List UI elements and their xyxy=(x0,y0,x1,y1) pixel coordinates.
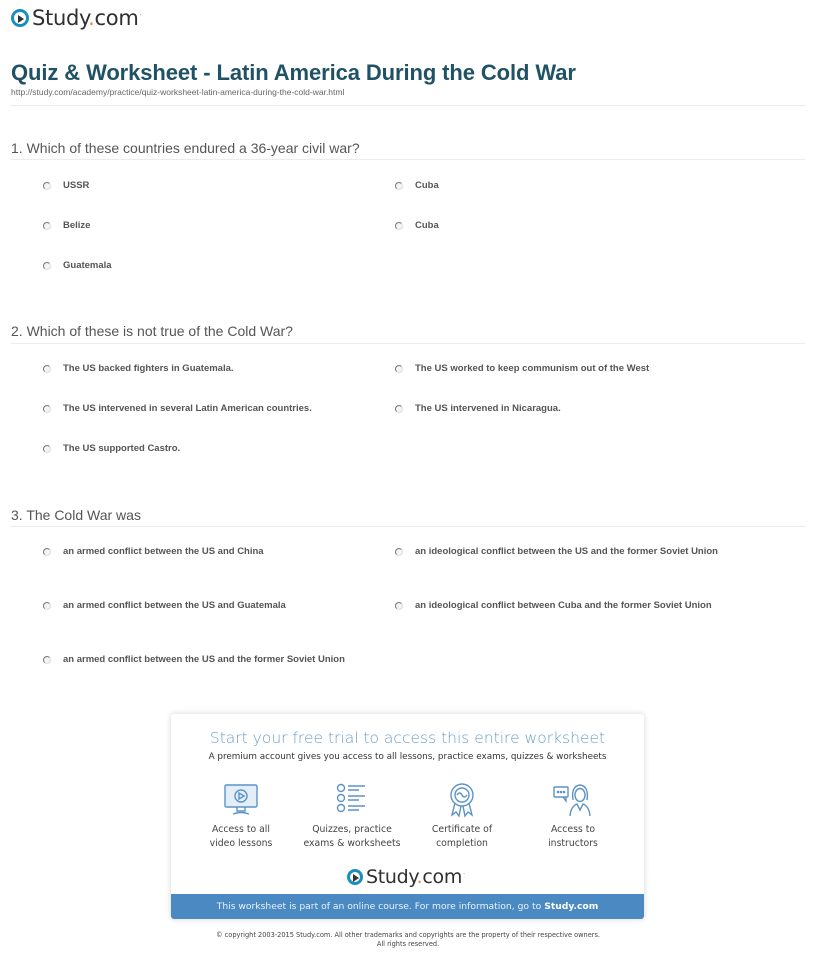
divider xyxy=(11,159,805,160)
q1-option-5[interactable]: Guatemala xyxy=(43,259,373,273)
radio-button[interactable] xyxy=(43,656,51,664)
promo-subtitle: A premium account gives you access to all lessons, practice exams, quizzes & worksheets xyxy=(208,752,607,762)
q3-option-2[interactable]: an ideological conflict between the US and the former Soviet Union xyxy=(395,545,735,559)
radio-button[interactable] xyxy=(395,548,403,556)
q2-option-2[interactable]: The US worked to keep communism out of the West xyxy=(395,362,795,376)
list-icon xyxy=(335,782,369,818)
radio-button[interactable] xyxy=(43,182,51,190)
radio-button[interactable] xyxy=(43,262,51,270)
question-3-title: 3. The Cold War was xyxy=(11,507,141,523)
radio-button[interactable] xyxy=(43,548,51,556)
study-link[interactable]: Study.com xyxy=(544,901,599,912)
radio-button[interactable] xyxy=(395,602,403,610)
feature-quizzes xyxy=(297,782,407,851)
study-logo[interactable] xyxy=(347,866,465,888)
video-monitor-icon xyxy=(222,782,260,818)
q1-option-2[interactable]: Cuba xyxy=(395,179,725,193)
radio-button[interactable] xyxy=(43,602,51,610)
course-info-text: This worksheet is part of an online course. For more information, go to xyxy=(216,901,542,912)
logo-wordmark: Study.com· xyxy=(366,866,465,888)
logo-wordmark: Study.com· xyxy=(32,6,142,30)
feature-label: Quizzes, practice exams & worksheets xyxy=(303,824,401,849)
radio-button[interactable] xyxy=(395,365,403,373)
feature-certificate xyxy=(407,782,517,851)
feature-label: Access to all video lessons xyxy=(209,824,273,849)
radio-button[interactable] xyxy=(43,365,51,373)
q2-option-4[interactable]: The US intervened in Nicaragua. xyxy=(395,402,725,416)
radio-button[interactable] xyxy=(395,222,403,230)
radio-button[interactable] xyxy=(43,445,51,453)
page-url[interactable]: http://study.com/academy/practice/quiz-worksheet-latin-america-during-the-cold-war.html xyxy=(11,87,345,97)
divider xyxy=(11,526,805,527)
radio-button[interactable] xyxy=(395,182,403,190)
free-trial-promo xyxy=(171,714,644,919)
question-2-title: 2. Which of these is not true of the Cold War? xyxy=(11,323,293,339)
instructor-chat-icon xyxy=(553,782,593,818)
promo-title[interactable]: Start your free trial to access this entire worksheet xyxy=(209,729,606,747)
radio-button[interactable] xyxy=(43,222,51,230)
q2-option-1[interactable]: The US backed fighters in Guatemala. xyxy=(43,362,373,376)
q3-option-4[interactable]: an ideological conflict between Cuba and the former Soviet Union xyxy=(395,599,735,613)
divider xyxy=(11,343,805,344)
study-logo[interactable] xyxy=(11,6,141,30)
copyright-footer: © copyright 2003-2015 Study.com. All other trademarks and copyrights are the property of their respective owners. All rights reserved. xyxy=(215,931,601,948)
feature-instructors xyxy=(518,782,628,851)
q2-option-5[interactable]: The US supported Castro. xyxy=(43,442,373,456)
question-1-title: 1. Which of these countries endured a 36-year civil war? xyxy=(11,140,360,156)
q1-option-1[interactable]: USSR xyxy=(43,179,373,193)
feature-label: Access to instructors xyxy=(548,824,598,849)
q1-option-4[interactable]: Cuba xyxy=(395,219,725,233)
q3-option-3[interactable]: an armed conflict between the US and Guatemala xyxy=(43,599,373,613)
q2-option-3[interactable]: The US intervened in several Latin American countries. xyxy=(43,402,373,416)
course-info-bar xyxy=(171,894,644,919)
feature-video-lessons xyxy=(186,782,296,851)
feature-label: Certificate of completion xyxy=(431,824,493,849)
certificate-ribbon-icon xyxy=(447,782,477,818)
page-title: Quiz & Worksheet - Latin America During the Cold War xyxy=(11,60,576,85)
play-circle-icon xyxy=(347,869,363,885)
divider xyxy=(11,105,805,106)
q3-option-1[interactable]: an armed conflict between the US and China xyxy=(43,545,373,559)
play-circle-icon xyxy=(11,9,29,27)
radio-button[interactable] xyxy=(43,405,51,413)
q3-option-5[interactable]: an armed conflict between the US and the former Soviet Union xyxy=(43,653,423,667)
radio-button[interactable] xyxy=(395,405,403,413)
q1-option-3[interactable]: Belize xyxy=(43,219,373,233)
